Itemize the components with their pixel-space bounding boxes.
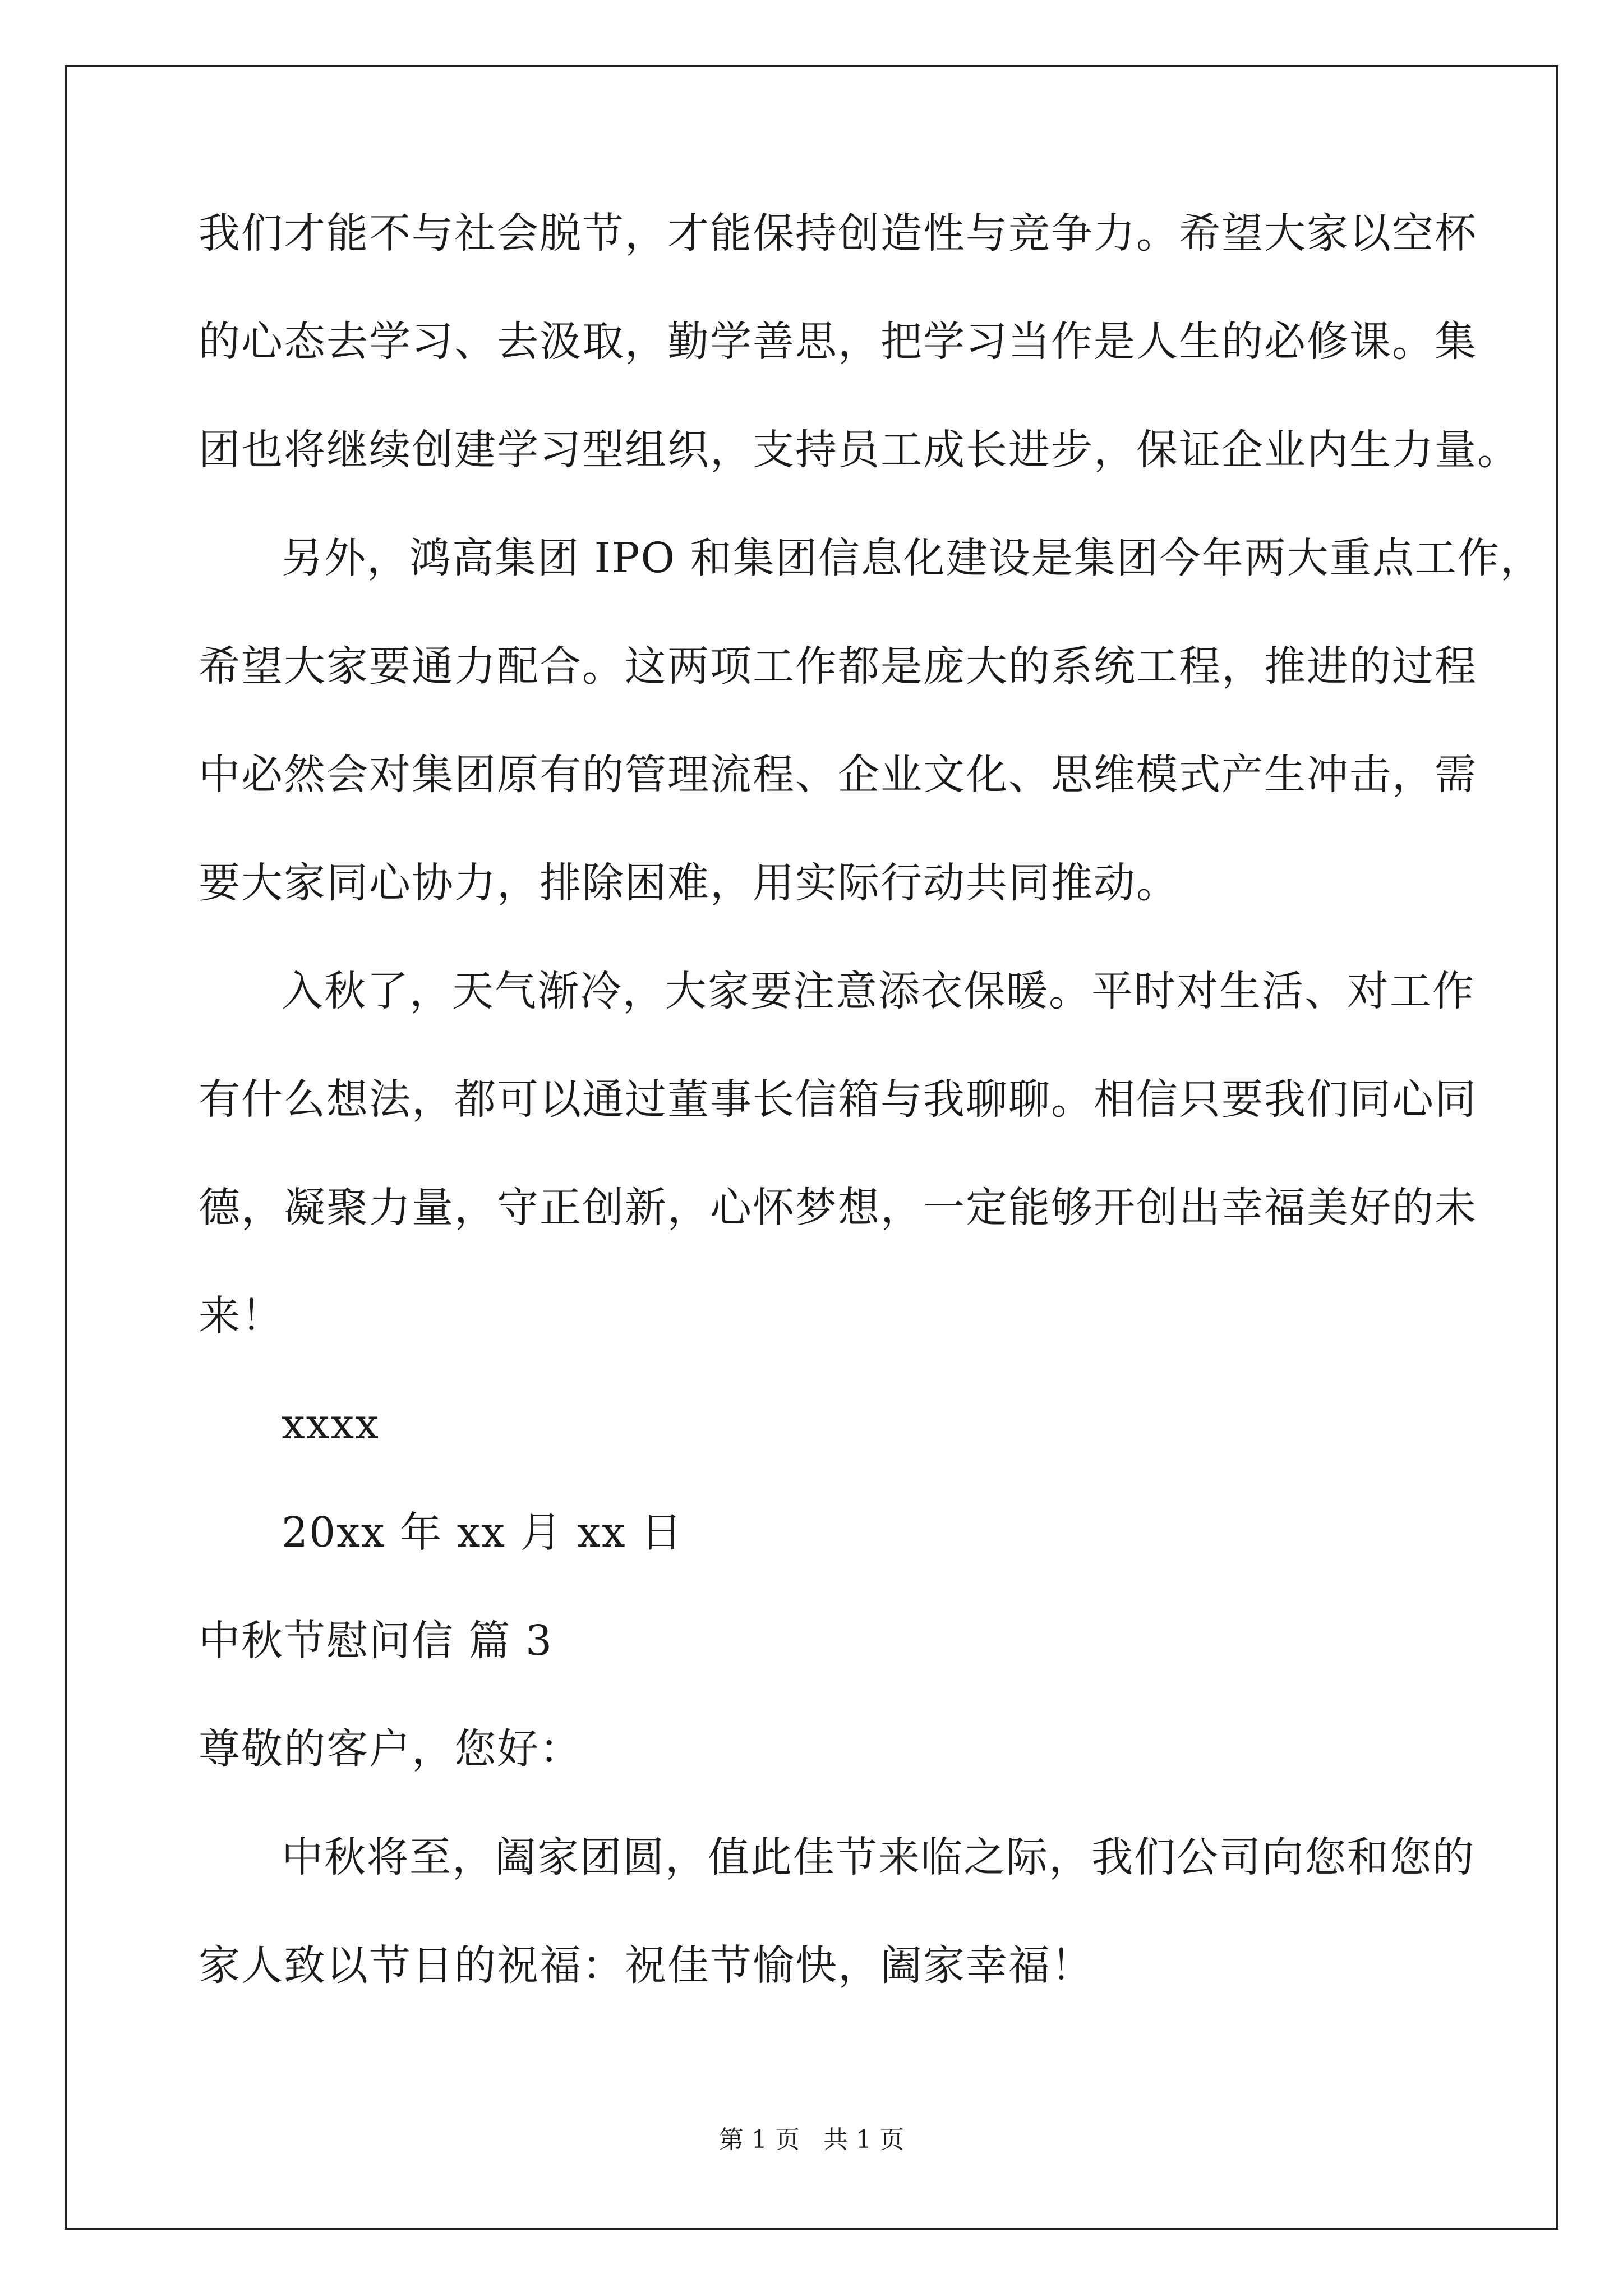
paragraph-line: 要大家同心协力，排除困难，用实际行动共同推动。: [199, 859, 1179, 907]
paragraph-line: 家人致以节日的祝福：祝佳节愉快，阖家幸福！: [199, 1941, 1094, 1990]
paragraph-line: 希望大家要通力配合。这两项工作都是庞大的系统工程，推进的过程: [199, 642, 1477, 691]
paragraph-line: 团也将继续创建学习型组织，支持员工成长进步，保证企业内生力量。: [199, 426, 1520, 474]
section-heading: 中秋节慰问信 篇 3: [199, 1617, 554, 1665]
paragraph-line: 入秋了，天气渐冷，大家要注意添衣保暖。平时对生活、对工作: [282, 967, 1475, 1015]
paragraph-line: 来！: [199, 1292, 284, 1340]
paragraph-line: 中必然会对集团原有的管理流程、企业文化、思维模式产生冲击，需: [199, 751, 1477, 799]
page-footer: 第 1 页 共 1 页: [719, 2125, 904, 2154]
paragraph-line: 有什么想法，都可以通过董事长信箱与我聊聊。相信只要我们同心同: [199, 1075, 1477, 1124]
paragraph-line: 我们才能不与社会脱节，才能保持创造性与竞争力。希望大家以空杯: [199, 209, 1477, 257]
paragraph-line: 的心态去学习、去汲取，勤学善思，把学习当作是人生的必修课。集: [199, 318, 1477, 366]
signature: xxxx: [282, 1400, 380, 1448]
paragraph-line: 中秋将至，阖家团圆，值此佳节来临之际，我们公司向您和您的: [282, 1833, 1475, 1881]
letter-date: 20xx 年 xx 月 xx 日: [282, 1508, 684, 1557]
page-border: [65, 65, 1558, 2230]
paragraph-line: 另外，鸿高集团 IPO 和集团信息化建设是集团今年两大重点工作，: [282, 534, 1543, 582]
paragraph-line: 德，凝聚力量，守正创新，心怀梦想，一定能够开创出幸福美好的未: [199, 1184, 1477, 1232]
salutation: 尊敬的客户，您好：: [199, 1725, 582, 1773]
